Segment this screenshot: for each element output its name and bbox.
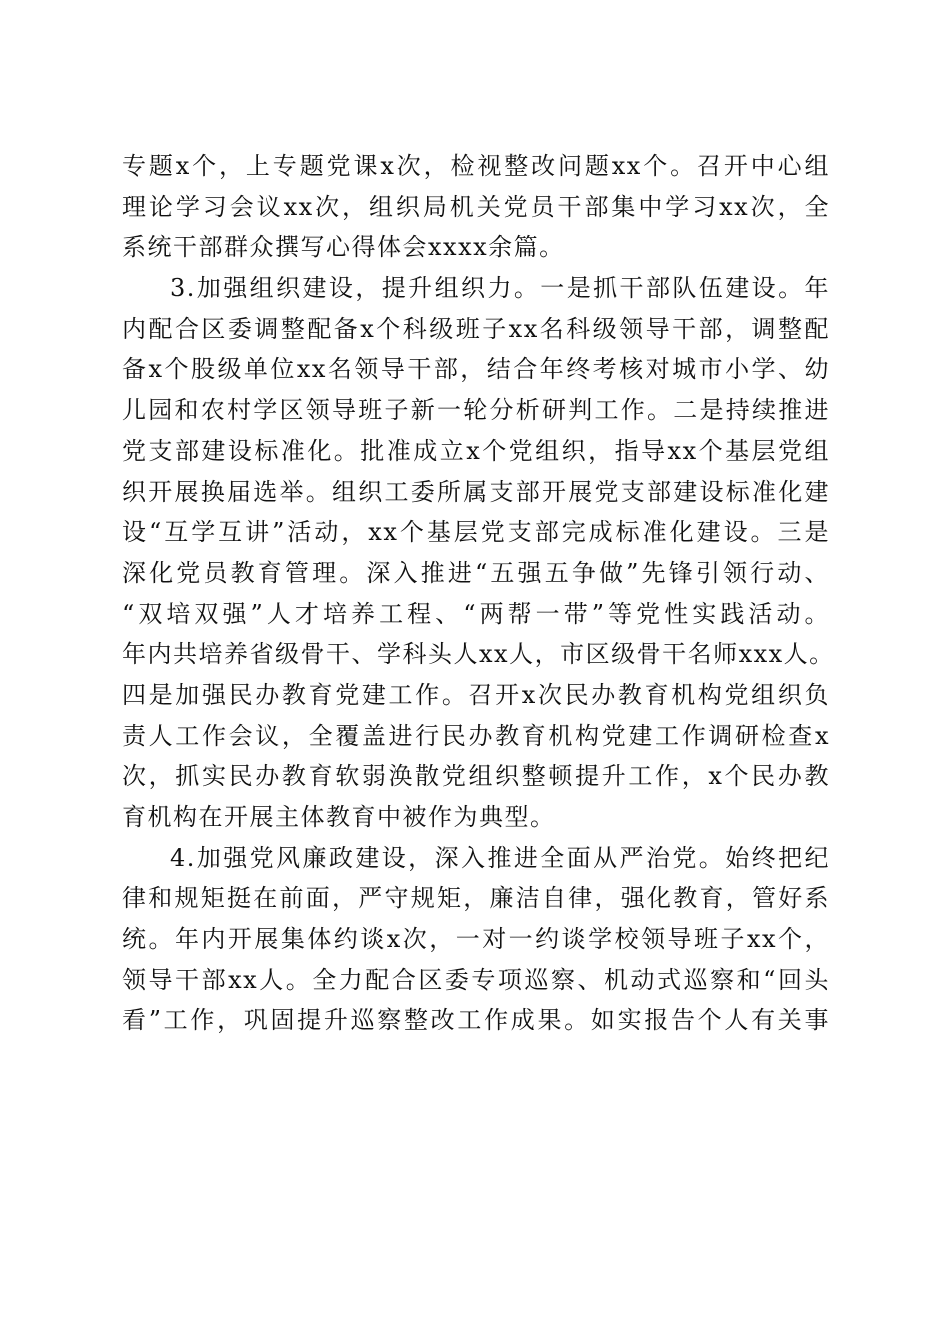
text-line: 设“互学互讲”活动，xx个基层党支部完成标准化建设。三是 <box>122 518 830 547</box>
text-line: 年内共培养省级骨干、学科头人xx人，市区级骨干名师xxx人。 <box>122 640 835 669</box>
text-line: “双培双强”人才培养工程、“两帮一带”等党性实践活动。 <box>122 599 830 628</box>
text-line: 律和规矩挺在前面，严守规矩，廉洁自律，强化教育，管好系 <box>122 884 830 913</box>
text-line: 内配合区委调整配备x个科级班子xx名科级领导干部，调整配 <box>122 314 830 343</box>
text-line: 专题x个，上专题党课x次，检视整改问题xx个。召开中心组 <box>122 152 830 180</box>
text-line: 次，抓实民办教育软弱涣散党组织整顿提升工作，x个民办教 <box>122 762 830 791</box>
text-line: 织开展换届选举。组织工委所属支部开展党支部建设标准化建 <box>122 477 830 506</box>
body-text <box>122 146 835 1041</box>
text-line: 备x个股级单位xx名领导干部，结合年终考核对城市小学、幼 <box>122 355 830 384</box>
text-line: 系统干部群众撰写心得体会xxxx余篇。 <box>122 233 565 262</box>
text-line: 看”工作，巩固提升巡察整改工作成果。如实报告个人有关事 <box>122 1006 830 1035</box>
text-line: 育机构在开展主体教育中被作为典型。 <box>122 803 556 831</box>
text-line: 统。年内开展集体约谈x次，一对一约谈学校领导班子xx个， <box>122 925 830 954</box>
text-line: 领导干部xx人。全力配合区委专项巡察、机动式巡察和“回头 <box>122 965 830 994</box>
text-line: 儿园和农村学区领导班子新一轮分析研判工作。二是持续推进 <box>122 396 830 425</box>
text-line: 党支部建设标准化。批准成立x个党组织，指导xx个基层党组 <box>122 436 830 465</box>
text-line: 理论学习会议xx次，组织局机关党员干部集中学习xx次，全 <box>122 192 830 221</box>
section-4-heading-line: 4.加强党风廉政建设，深入推进全面从严治党。始终把纪 <box>170 843 830 872</box>
text-line: 责人工作会议，全覆盖进行民办教育机构党建工作调研检查x <box>122 721 830 750</box>
text-line: 四是加强民办教育党建工作。召开x次民办教育机构党组织负 <box>122 680 830 709</box>
text-line: 深化党员教育管理。深入推进“五强五争做”先锋引领行动、 <box>122 558 830 587</box>
section-3-heading-line: 3.加强组织建设，提升组织力。一是抓干部队伍建设。年 <box>170 274 830 303</box>
